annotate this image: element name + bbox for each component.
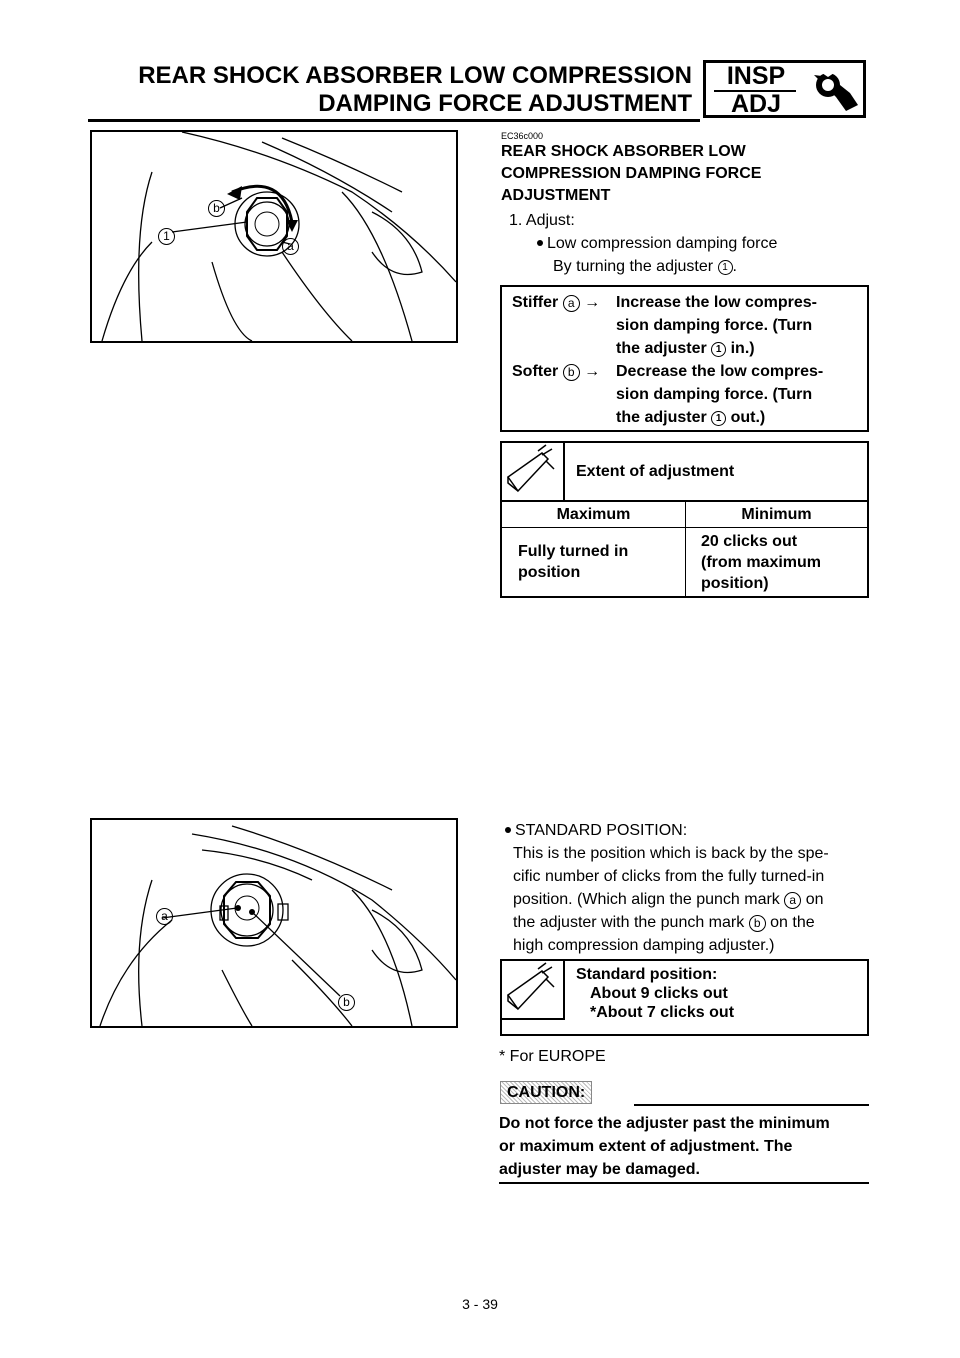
section-title xyxy=(501,141,761,207)
figure2-label-a: a xyxy=(156,908,173,925)
page-title-line2: DAMPING FORCE ADJUSTMENT xyxy=(318,90,692,117)
standard-box-text: Standard position: About 9 clicks out *About 7 clicks out xyxy=(576,966,735,1021)
caution-bottom-rule xyxy=(499,1182,869,1184)
badge-adj-text: ADJ xyxy=(730,90,781,118)
stiffer-line2: sion damping force. (Turn xyxy=(616,317,813,334)
softer-adjuster-ref: 1 xyxy=(711,411,726,426)
stiffer-description xyxy=(616,291,862,360)
softer-line1: Decrease the low compres- xyxy=(616,363,824,380)
standard-line5: high compression damping adjuster.) xyxy=(513,937,775,954)
caliper-icon xyxy=(502,443,564,501)
extent-max-value: Fully turned in position xyxy=(518,543,629,581)
stiffer-line1: Increase the low compres- xyxy=(616,294,817,311)
figure2-label-b: b xyxy=(338,994,355,1011)
arrow-icon: → xyxy=(584,363,601,380)
standard-position-text xyxy=(505,819,869,957)
section-code: EC36c000 xyxy=(501,131,544,141)
adjust-item xyxy=(537,232,777,255)
figure2-illustration xyxy=(92,820,456,1026)
stiffer-adjuster-ref: 1 xyxy=(711,342,726,357)
punch-mark-b-ref: b xyxy=(749,915,766,932)
section-title-line3: ADJUSTMENT xyxy=(501,187,611,204)
insp-adj-badge xyxy=(703,60,866,118)
standard-heading: STANDARD POSITION: xyxy=(505,819,869,842)
by-turning-line: By turning the adjuster 1 . xyxy=(553,258,737,275)
figure-adjuster-rotation xyxy=(90,130,458,343)
ref-1-marker: 1 xyxy=(718,260,733,275)
punch-mark-a-ref: a xyxy=(784,892,801,909)
caliper-icon xyxy=(502,961,564,1019)
caution-text: Do not force the adjuster past the minimum or maximum extent of adjustment. The adjuster may be damaged. xyxy=(499,1115,830,1178)
extent-title: Extent of adjustment xyxy=(576,463,735,480)
figure1-label-1: 1 xyxy=(158,228,175,245)
extent-min-value: 20 clicks out (from maximum position) xyxy=(701,533,822,592)
extent-box xyxy=(500,441,869,598)
step-adjust: 1. Adjust: xyxy=(509,212,575,229)
page-title-line1: REAR SHOCK ABSORBER LOW COMPRESSION xyxy=(138,62,692,89)
caution-label-wrap xyxy=(500,1084,592,1102)
figure-punch-marks xyxy=(90,818,458,1028)
softer-line2: sion damping force. (Turn xyxy=(616,386,813,403)
caution-top-rule xyxy=(634,1104,869,1106)
standard-line2: cific number of clicks from the fully turned-in xyxy=(513,868,825,885)
header-rule xyxy=(88,119,700,122)
figure1-label-a: a xyxy=(282,238,299,255)
bullet-icon xyxy=(537,240,543,246)
stiffer-line3: the adjuster 1 in.) xyxy=(616,340,755,357)
icon-bottom-rule xyxy=(502,1018,565,1020)
europe-note: * For EUROPE xyxy=(499,1048,606,1065)
section-title-line2: COMPRESSION DAMPING FORCE xyxy=(501,165,762,182)
direction-box xyxy=(500,285,869,432)
standard-box xyxy=(500,959,869,1036)
icon-divider xyxy=(563,443,565,501)
softer-label xyxy=(512,360,600,383)
softer-description xyxy=(616,360,862,429)
stiffer-text: Stiffer xyxy=(512,294,559,311)
arrow-icon: → xyxy=(584,294,601,311)
figure1-label-b: b xyxy=(208,200,225,217)
section-title-line1: REAR SHOCK ABSORBER LOW xyxy=(501,143,746,160)
softer-ref: b xyxy=(563,364,580,381)
caution-label: CAUTION: xyxy=(500,1081,592,1104)
stiffer-label xyxy=(512,291,600,314)
badge-insp-text: INSP xyxy=(726,62,786,90)
softer-text: Softer xyxy=(512,363,559,380)
icon-divider xyxy=(563,961,565,1019)
extent-vrule xyxy=(685,500,686,596)
page-number: 3 - 39 xyxy=(462,1296,498,1312)
extent-col1-header: Maximum xyxy=(556,506,631,523)
softer-line3: the adjuster 1 out.) xyxy=(616,409,766,426)
stiffer-ref: a xyxy=(563,295,580,312)
wrench-icon xyxy=(806,67,862,115)
adjust-item-text: Low compression damping force xyxy=(547,235,778,252)
page-title xyxy=(138,62,692,118)
standard-line3: position. (Which align the punch mark a on xyxy=(513,891,824,908)
standard-line4: the adjuster with the punch mark b on the xyxy=(513,914,815,931)
figure1-illustration xyxy=(92,132,456,341)
by-turning-text: By turning the adjuster xyxy=(553,258,714,275)
extent-col2-header: Minimum xyxy=(741,506,812,523)
standard-line1: This is the position which is back by the spe- xyxy=(513,845,829,862)
bullet-icon xyxy=(505,827,511,833)
